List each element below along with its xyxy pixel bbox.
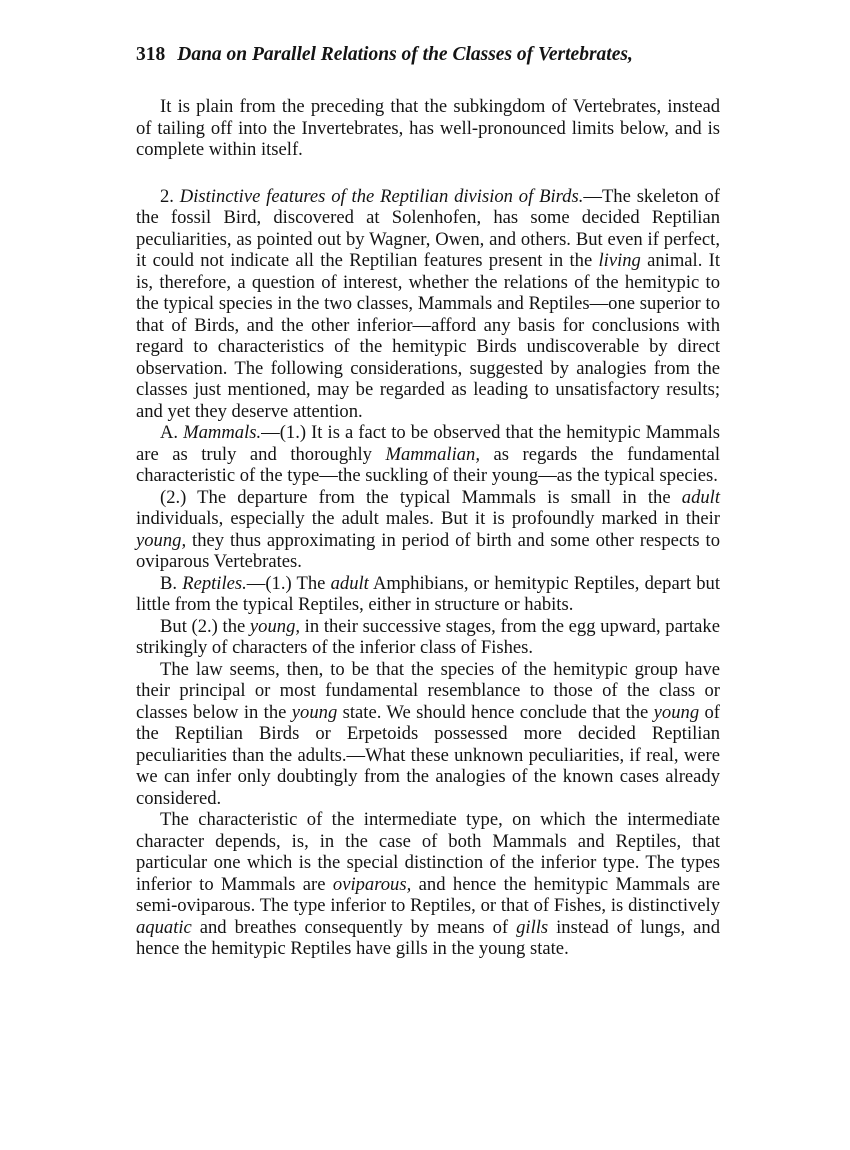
text-run: and breathes consequently by means of <box>191 916 517 938</box>
italic-text: young <box>653 701 700 723</box>
italic-text: adult <box>681 486 720 508</box>
text-run: The characteristic of the intermediate type, on which the intermediate character depends, is, in the case of both Mammals and Reptiles, that particular one which is the special distinction of the inferior type. The types inferior to Mammals are <box>136 809 720 895</box>
text-run: of the Reptilian Birds or Erpetoids possessed more decided Reptilian peculiarities than the adults.—What these unknown peculiarities, if real, were we can infer only doubtingly from the analogies of the known cases already considered. <box>136 701 720 809</box>
italic-text: Mammalian, <box>385 443 480 465</box>
text-run: The law seems, then, to be that the species of the hemitypic group have their principal or most fundamental resemblance to those of the class or classes below in the <box>136 658 720 723</box>
italic-text: living <box>598 250 641 271</box>
text-run: animal. It is, therefore, a question of interest, whether the relations of the hemitypic to the typical species in the two classes, Mammals and Reptiles—one superior to that of Birds, and the other inferior—afford any basis for conclusions with regard to characteristics of the hemitypic Birds undiscoverable by direct observation. The following considerations, suggested by analogies from the classes just mentioned, may be regarded as leading to unsatisfactory results; and yet they deserve attention. <box>136 250 721 422</box>
page-number: 318 <box>136 44 166 65</box>
text-run: individuals, especially the adult males. But it is profoundly marked in their <box>136 508 720 529</box>
italic-text: gills <box>516 916 549 938</box>
text-run: instead of lungs, and hence the hemitypic Reptiles have gills in the young state. <box>136 916 720 959</box>
text-run: (2.) The departure from the typical Mammals is small in the <box>160 486 682 508</box>
italic-text: young, <box>249 615 301 637</box>
paragraph <box>136 422 720 487</box>
text-run: It is plain from the preceding that the subkingdom of Vertebrates, instead of tailing off into the Invertebrates, has well-pronounced limits below, and is complete within itself. <box>136 96 720 160</box>
text-run: and hence the hemitypic Mammals are semi-oviparous. The type inferior to Reptiles, or that of Fishes, is distinctively <box>136 873 721 916</box>
paragraph <box>136 573 720 616</box>
page <box>136 42 720 960</box>
italic-text: oviparous, <box>332 873 412 895</box>
italic-text: Mammals. <box>183 422 262 443</box>
text-run: But (2.) the <box>160 615 250 637</box>
text-run: as regards the fundamental characteristic of the type—the suckling of their young—as the typical species. <box>136 443 721 486</box>
italic-text: adult <box>330 572 369 594</box>
paragraph <box>136 96 720 161</box>
text-run: —The skeleton of the fossil Bird, discovered at Solenhofen, has some decided Reptilian peculiarities, as pointed out by Wagner, Owen, and others. But even if perfect, it could not indicate all the Reptilian features present in the <box>136 185 720 271</box>
paragraph <box>136 186 720 423</box>
paragraph <box>136 809 720 960</box>
text-run: in their successive stages, from the egg upward, partake strikingly of characters of the inferior class of Fishes. <box>136 615 720 658</box>
running-header <box>136 42 720 68</box>
italic-text: Reptiles. <box>182 572 247 594</box>
text-run: A. <box>160 422 184 443</box>
paragraph <box>136 659 720 810</box>
text-run: —(1.) The <box>246 572 331 594</box>
text-run: —(1.) It is a fact to be observed that the hemitypic Mammals are as truly and thoroughly <box>136 422 720 465</box>
italic-text: young <box>291 701 338 723</box>
text-run: Amphibians, or hemitypic Reptiles, depart but little from the typical Reptiles, either in structure or habits. <box>136 572 720 615</box>
paragraph <box>136 487 720 573</box>
text-run: they thus approximating in period of birth and some other respects to oviparous Vertebrates. <box>136 529 720 572</box>
text-run: 2. <box>160 185 180 207</box>
text-run: state. We should hence conclude that the <box>337 701 654 723</box>
text-run: B. <box>160 572 183 594</box>
paragraph <box>136 616 720 659</box>
italic-text: Distinctive features of the Reptilian division of Birds. <box>179 185 584 207</box>
body-text <box>136 96 720 960</box>
running-title: Dana on Parallel Relations of the Classes of Vertebrates, <box>177 44 633 65</box>
italic-text: aquatic <box>136 916 192 938</box>
italic-text: young, <box>136 529 187 551</box>
